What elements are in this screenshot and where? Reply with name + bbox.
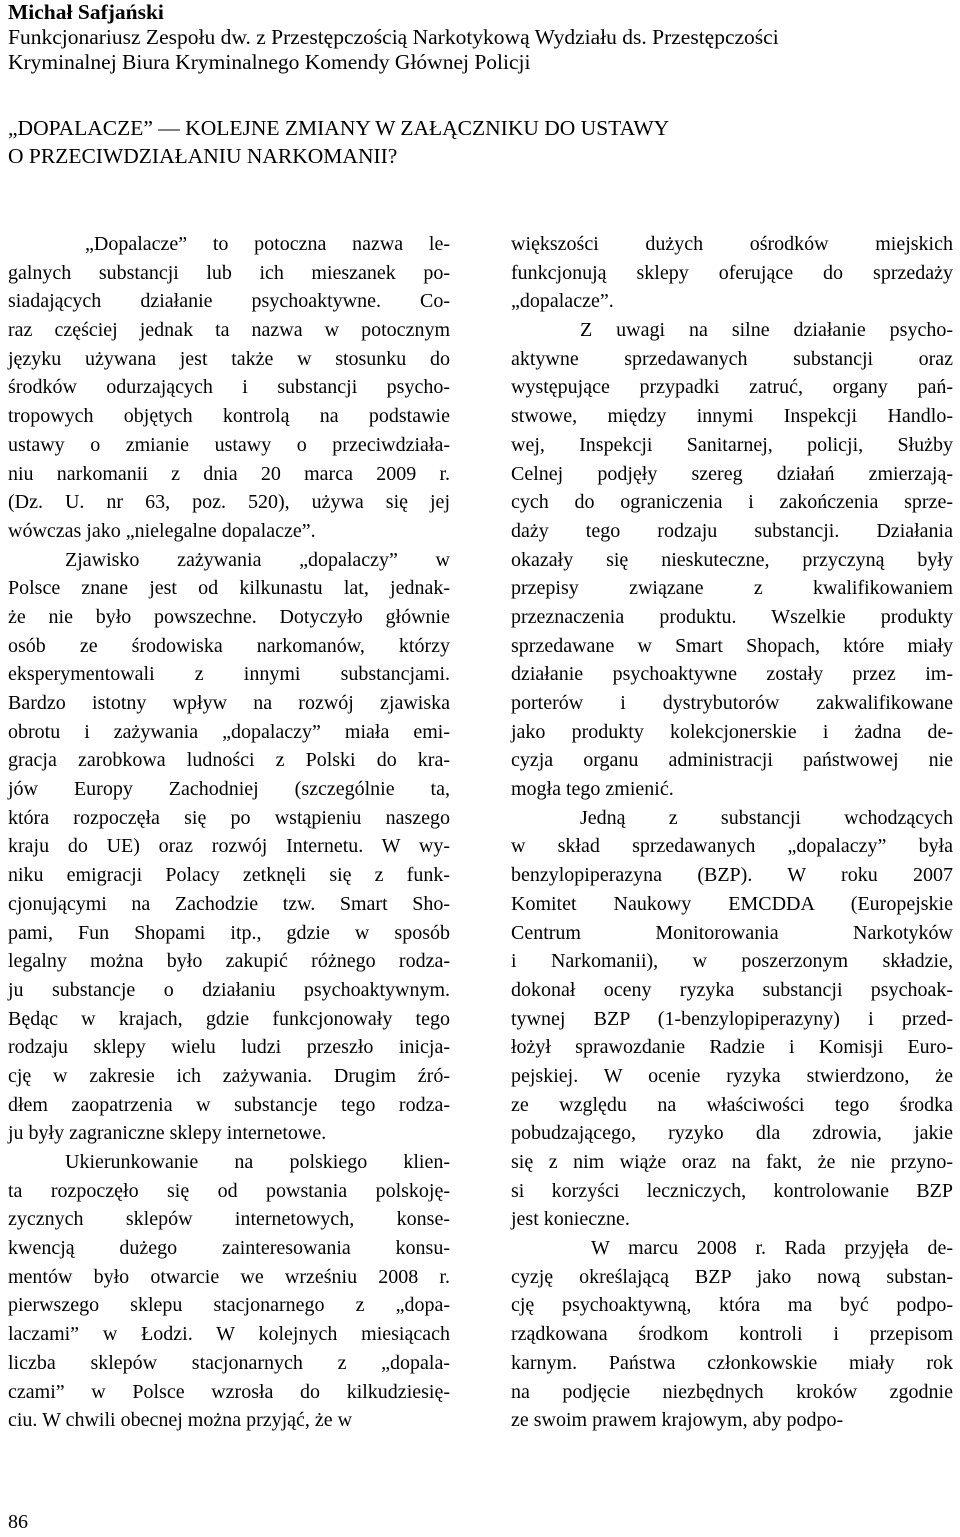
text-line: ustawy o zmianie ustawy o przeciwdziała- xyxy=(8,433,450,456)
text-line: karnym. Państwa członkowskie miały rok xyxy=(511,1351,953,1374)
text-line: W marcu 2008 r. Rada przyjęła de- xyxy=(591,1237,953,1260)
text-line: dłem zaopatrzenia w substancje tego rodza- xyxy=(8,1093,450,1116)
author-affiliation xyxy=(8,25,952,75)
text-line: (Dz. U. nr 63, poz. 520), używa się jej xyxy=(8,491,450,514)
text-line: Z uwagi na silne działanie psycho- xyxy=(580,319,953,342)
text-line: ciu. W chwili obecnej można przyjąć, że w xyxy=(8,1409,353,1432)
text-line: liczba sklepów stacjonarnych z „dopala- xyxy=(8,1351,450,1374)
text-line: pejskiej. W ocenie ryzyka stwierdzono, że xyxy=(511,1064,953,1087)
text-line: aktywne sprzedawanych substancji oraz xyxy=(511,347,953,370)
text-line: eksperymentowali z innymi substancjami. xyxy=(8,663,450,686)
text-line: łożył sprawozdanie Radzie i Komisji Euro- xyxy=(511,1036,953,1059)
text-line: kwencją dużego zainteresowania konsu- xyxy=(8,1237,450,1260)
text-line: Celnej podjęły szereg działań zmierzają- xyxy=(511,462,953,485)
left-text-column xyxy=(8,230,450,1435)
affiliation-line: Kryminalnej Biura Kryminalnego Komendy Głównej Policji xyxy=(8,50,531,74)
text-line: działanie psychoaktywne zostały przez im- xyxy=(511,663,953,686)
text-line: Komitet Naukowy EMCDDA (Europejskie xyxy=(511,892,953,915)
text-line: mentów było otwarcie we wrześniu 2008 r. xyxy=(8,1265,450,1288)
text-line: stwowe, między innymi Inspekcji Handlo- xyxy=(511,405,953,428)
text-line: rządkowana środkom kontroli i przepisom xyxy=(511,1323,953,1346)
text-line: mogła tego zmienić. xyxy=(511,778,674,801)
text-line: która rozpoczęła się po wstąpieniu naszego xyxy=(8,806,450,829)
text-line: przeznaczenia produktu. Wszelkie produkty xyxy=(511,605,953,628)
author-name: Michał Safjański xyxy=(8,0,164,24)
text-line: legalny można było zakupić różnego rodza- xyxy=(8,950,450,973)
text-line: ju substancje o działaniu psychoaktywnym. xyxy=(8,978,450,1001)
text-line: sprzedawane w Smart Shopach, które miały xyxy=(511,634,953,657)
text-line: języku używana jest także w stosunku do xyxy=(8,347,450,370)
text-line: ta rozpoczęło się od powstania polskoję- xyxy=(8,1179,450,1202)
text-line: ze swoim prawem krajowym, aby podpo- xyxy=(511,1409,844,1432)
text-line: cję w zakresie ich zażywania. Drugim źró- xyxy=(8,1064,450,1087)
text-line: „dopalacze”. xyxy=(511,290,614,313)
text-line: przepisy związane z kwalifikowaniem xyxy=(511,577,953,600)
text-line: większości dużych ośrodków miejskich xyxy=(511,233,953,255)
text-line: cyzję określającą BZP jako nową substan- xyxy=(511,1265,953,1288)
text-line: cjonującymi na Zachodzie tzw. Smart Sho- xyxy=(8,892,450,915)
text-line: wej, Inspekcji Sanitarnej, policji, Służby xyxy=(511,433,953,456)
text-line: się z nim wiąże oraz na fakt, że nie przyno- xyxy=(511,1151,953,1173)
text-line: raz częściej jednak ta nazwa w potocznym xyxy=(8,319,450,342)
text-line: cję psychoaktywną, która ma być podpo- xyxy=(511,1294,953,1317)
text-line: jów Europy Zachodniej (szczególnie ta, xyxy=(8,778,450,801)
text-line: w skład sprzedawanych „dopalaczy” była xyxy=(511,835,953,858)
text-line: niku emigracji Polacy zetknęli się z funk- xyxy=(8,864,450,887)
text-line: si korzyści leczniczych, kontrolowanie BZP xyxy=(511,1179,953,1202)
text-line: cyzja organu administracji państwowej nie xyxy=(511,749,953,772)
text-line: rodzaju sklepy wielu ludzi przeszło inicja- xyxy=(8,1036,450,1059)
text-line: Ukierunkowanie na polskiego klien- xyxy=(65,1151,450,1173)
text-line: Bardzo istotny wpływ na rozwój zjawiska xyxy=(8,692,450,714)
text-line: osób ze środowiska narkomanów, którzy xyxy=(8,634,450,657)
title-line: „DOPALACZE” — KOLEJNE ZMIANY W ZAŁĄCZNIKU DO USTAWY xyxy=(8,116,670,140)
text-line: tropowych objętych kontrolą na podstawie xyxy=(8,405,450,428)
text-line: środków odurzających i substancji psycho- xyxy=(8,376,450,399)
article-title xyxy=(8,114,952,170)
text-line: dokonał oceny ryzyka substancji psychoak- xyxy=(511,978,953,1001)
text-line: obrotu i zażywania „dopalaczy” miała emi- xyxy=(8,720,450,743)
text-line: kraju do UE) oraz rozwój Internetu. W wy- xyxy=(8,835,450,858)
affiliation-line: Funkcjonariusz Zespołu dw. z Przestępczością Narkotykową Wydziału ds. Przestępczości xyxy=(8,25,779,49)
text-line: Centrum Monitorowania Narkotyków xyxy=(511,921,953,944)
text-line: galnych substancji lub ich mieszanek po- xyxy=(8,261,450,284)
text-line: laczami” w Łodzi. W kolejnych miesiącach xyxy=(8,1323,450,1346)
article-header xyxy=(8,0,952,75)
text-line: wówczas jako „nielegalne dopalacze”. xyxy=(8,519,316,542)
text-line: Jedną z substancji wchodzących xyxy=(580,806,953,829)
text-line: funkcjonują sklepy oferujące do sprzedaży xyxy=(511,261,953,284)
title-line: O PRZECIWDZIAŁANIU NARKOMANII? xyxy=(8,144,398,168)
page-number: 86 xyxy=(8,1511,28,1533)
text-line: pierwszego sklepu stacjonarnego z „dopa- xyxy=(8,1294,450,1317)
text-line: daży tego rodzaju substancji. Działania xyxy=(511,519,953,542)
text-line: „Dopalacze” to potoczna nazwa le- xyxy=(85,233,450,255)
text-line: ze względu na właściwości tego środka xyxy=(511,1093,953,1116)
text-line: ju były zagraniczne sklepy internetowe. xyxy=(8,1122,327,1145)
right-text-column xyxy=(511,230,953,1435)
text-line: benzylopiperazyna (BZP). W roku 2007 xyxy=(511,864,953,887)
text-line: i Narkomanii), w poszerzonym składzie, xyxy=(511,950,953,973)
text-line: występujące przypadki zatruć, organy pań- xyxy=(511,376,953,399)
text-line: Będąc w krajach, gdzie funkcjonowały tego xyxy=(8,1007,450,1030)
text-line: na podjęcie niezbędnych kroków zgodnie xyxy=(511,1380,953,1403)
text-line: jest konieczne. xyxy=(511,1208,630,1231)
text-line: siadających działanie psychoaktywne. Co- xyxy=(8,290,450,313)
text-line: Zjawisko zażywania „dopalaczy” w xyxy=(65,548,450,571)
text-line: tywnej BZP (1-benzylopiperazyny) i przed- xyxy=(511,1007,953,1030)
text-line: zycznych sklepów internetowych, konse- xyxy=(8,1208,450,1231)
text-line: cych do ograniczenia i zakończenia sprze- xyxy=(511,491,953,514)
text-line: pobudzającego, ryzyko dla zdrowia, jakie xyxy=(511,1122,953,1145)
text-line: niu narkomanii z dnia 20 marca 2009 r. xyxy=(8,462,450,485)
text-line: pami, Fun Shopami itp., gdzie w sposób xyxy=(8,921,450,944)
text-line: gracja zarobkowa ludności z Polski do kra- xyxy=(8,749,450,772)
text-line: jako produkty kolekcjonerskie i żadna de- xyxy=(511,720,953,743)
text-line: że nie było powszechne. Dotyczyło głównie xyxy=(8,605,450,628)
text-line: porterów i dystrybutorów zakwalifikowane xyxy=(511,692,953,714)
text-line: okazały się nieskuteczne, przyczyną były xyxy=(511,548,953,571)
text-line: czami” w Polsce wzrosła do kilkudziesię- xyxy=(8,1380,450,1403)
text-line: Polsce znane jest od kilkunastu lat, jednak- xyxy=(8,577,450,600)
